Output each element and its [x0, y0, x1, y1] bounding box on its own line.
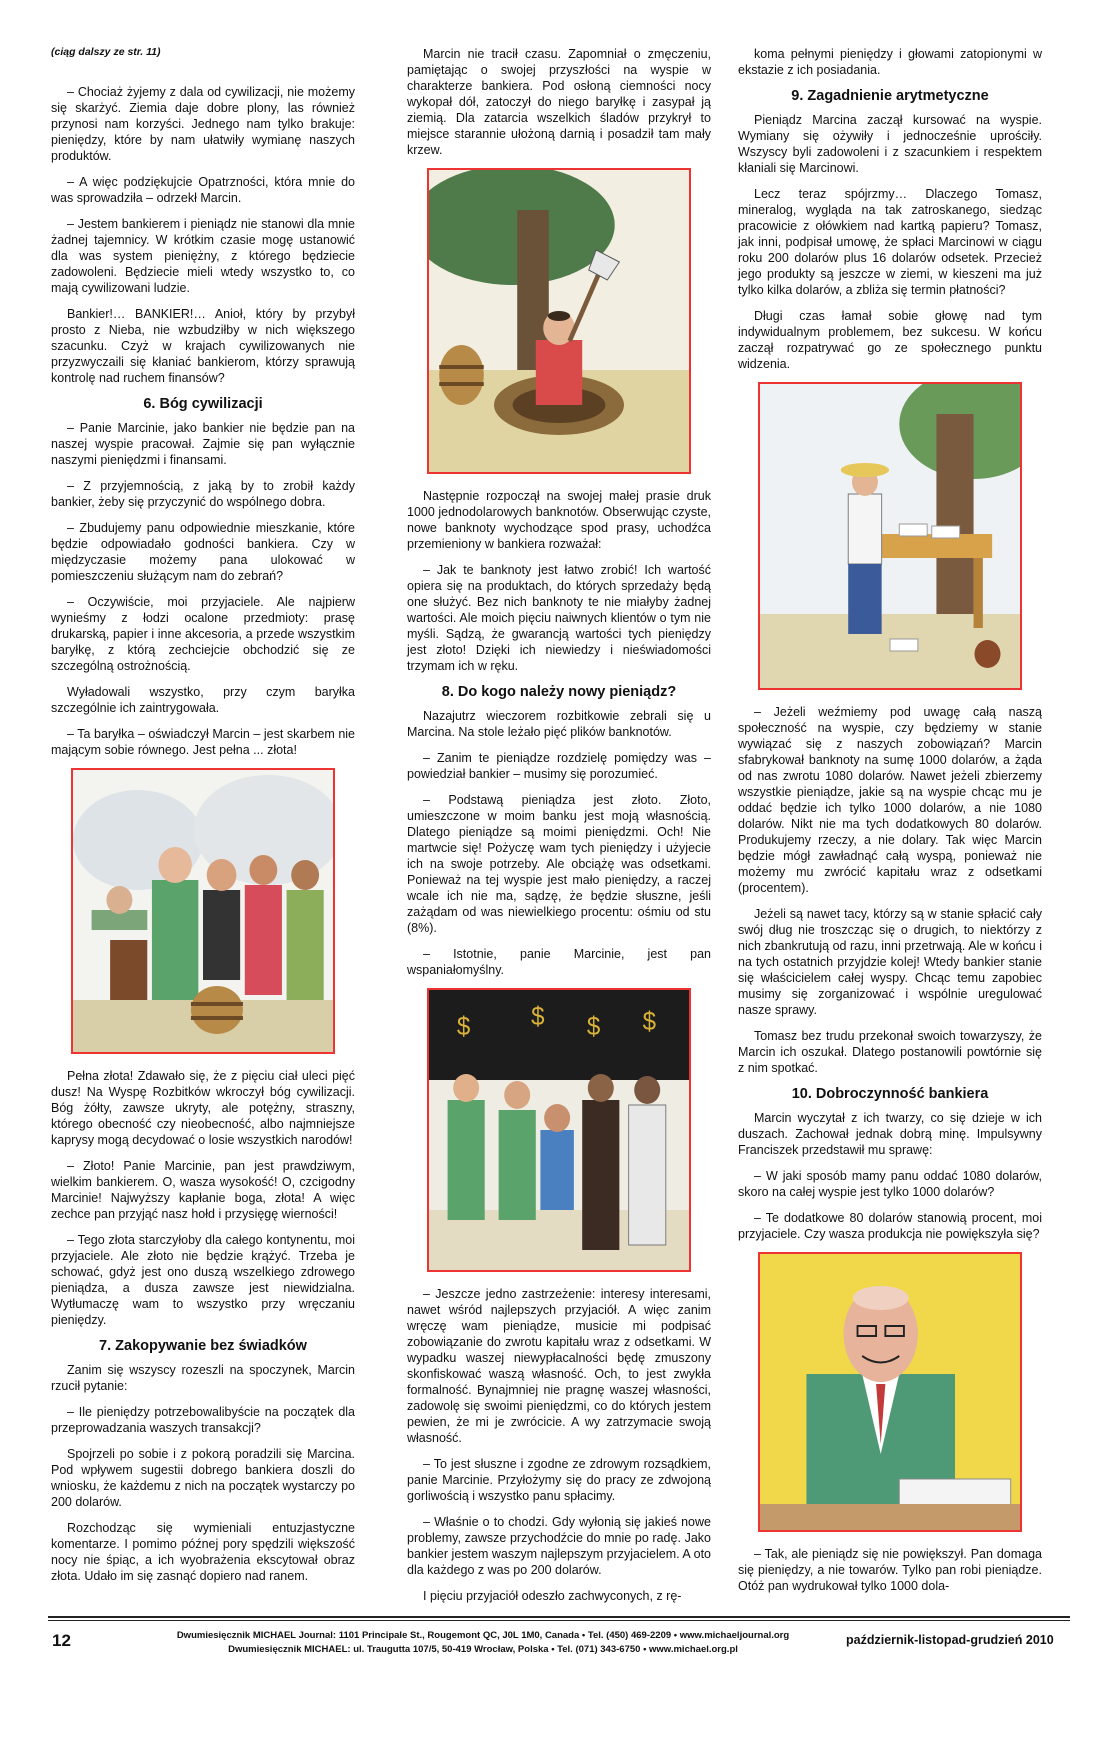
illustration-tomasz-calculating: [758, 382, 1022, 690]
paragraph: Pieniądz Marcina zaczął kursować na wyspie. Wymiany się ożywiły i jednocześnie uprościły. Wszyscy byli zadowoleni i z szacunkiem i respektem kłaniali się Marcinowi.: [738, 113, 1042, 175]
svg-text:$: $: [456, 1012, 471, 1042]
paragraph: Pełna złota! Zdawało się, że z pięciu ciał uleci pięć dusz! Na Wyspę Rozbitków wkroczył bóg cywilizacji. Bóg żółty, zawsze ukryty, ale potężny, straszny, którego obecność czy nieobecność, albo najmniejsze kaprysy mogą decydować o losie wszystkich narodów!: [51, 1069, 355, 1147]
paragraph: – Ile pieniędzy potrzebowalibyście na początek dla przeprowadzania waszych transakcji?: [51, 1405, 355, 1435]
svg-text:$: $: [642, 1007, 656, 1037]
paragraph: – A więc podziękujcie Opatrzności, która mnie do was sprowadziła – odrzekł Marcin.: [51, 175, 355, 205]
section-heading-8: 8. Do kogo należy nowy pieniądz?: [441, 684, 677, 700]
paragraph: – Tego złota starczyłoby dla całego kontynentu, moi przyjaciele. Ale złoto nie będzie krążyć. Trzeba je schować, gdyż jest ono duszą wszelkiego zdrowego pieniądza, a dusza zawsze jest niewidzialna. Wytłumaczę wam to wszystko przy wręczaniu pieniędzy.: [51, 1233, 355, 1327]
column-1: [51, 46, 355, 1594]
paragraph: – Złoto! Panie Marcinie, pan jest prawdziwym, wielkim bankierem. O, wasza wysokość! O, czcigodny Marcinie! Najwyższy kapłanie boga, złota! A więc zechce pan przyjąć nasz hołd i przysięgę wierności!: [51, 1159, 355, 1221]
paragraph: koma pełnymi pieniędzy i głowami zatopionymi w ekstazie z ich posiadania.: [738, 47, 1042, 77]
paragraph: Tomasz bez trudu przekonał swoich towarzyszy, że Marcin ich oszukał. Dlatego postanowili powtórnie się z nim spotkać.: [738, 1029, 1042, 1075]
paragraph: Marcin wyczytał z ich twarzy, co się dzieje w ich duszach. Zachował jednak dobrą minę. Impulsywny Franciszek przedstawił mu sprawę:: [738, 1111, 1042, 1157]
paragraph: – Zbudujemy panu odpowiednie mieszkanie, które będzie odpowiadało godności bankiera. Czy w międzyczasie możemy pana ulokować w pomieszczeniu służącym nam do zebrań?: [51, 521, 355, 583]
paragraph: Marcin nie tracił czasu. Zapomniał o zmęczeniu, pamiętając o swojej przyszłości na wyspie w charakterze bankiera. Pod osłoną ciemności nocy wykopał dół, zatoczył do niego baryłkę i zasypał ją ziemią. Dla zatarcia wszelkich śladów przykrył to miejsce starannie ułożoną darnią i posadził tam mały krzew.: [407, 47, 711, 157]
paragraph: Spojrzeli po sobie i z pokorą poradzili się Marcina. Pod wpływem sugestii dobrego bankiera doszli do wniosku, że każdemu z nich na początek wystarczy po 200 dolarów.: [51, 1447, 355, 1509]
paragraph: – Panie Marcinie, jako bankier nie będzie pan na naszej wyspie pracował. Zajmie się pan wyłącznie naszymi pieniędzmi i finansami.: [51, 421, 355, 467]
section-heading-10: 10. Dobroczynność bankiera: [791, 1086, 989, 1102]
paragraph: Jeżeli są nawet tacy, którzy są w stanie spłacić cały swój dług nie troszcząc się o drugich, to niektórzy z nich zbankrutują od razu, inni przetrwają. Ale w końcu i na tych ostatnich przyjdzie kolej! Wtedy bankier stanie się właścicielem całej wyspy. Chcąc temu zapobiec musimy się zorganizować i wspólnie uregulować nasze sprawy.: [738, 907, 1042, 1017]
paragraph: – Jeszcze jedno zastrzeżenie: interesy interesami, nawet wśród najlepszych przyjaciół. A więc zanim wręczę wam pieniądze, musicie mi podpisać zobowiązanie do zwrotu kapitału wraz z odsetkami. W wypadku waszej niewypłacalności będę zmuszony skonfiskować waszą własność. Och, to jest zwykła formalność. Bynajmniej nie pragnę waszej własności, zadowolę się swoimi pieniędzmi, co do których jestem pewien, że mi je zwrócicie. A wy zatrzymacie swoją własność.: [407, 1287, 711, 1445]
paragraph: – Tak, ale pieniądz się nie powiększył. Pan domaga się pieniędzy, a nie towarów. Tylko pan robi pieniądze. Otóż pan wydrukował tylko 1000 dola-: [738, 1547, 1042, 1593]
publisher-info-canada: Dwumiesięcznik MICHAEL Journal: 1101 Principale St., Rougemont QC, J0L 1M0, Canada • Tel. (450) 469-2209 • www.michaeljournal.org: [176, 1630, 790, 1641]
paragraph: Następnie rozpoczął na swojej małej prasie druk 1000 jednodolarowych banknotów. Obserwując czyste, nowe banknoty wychodzące spod prasy, uchodźca przemieniony w bankiera rozważał:: [407, 489, 711, 551]
illustration-dollar-dreams: [427, 988, 691, 1272]
illustration-banker-portrait: [758, 1252, 1022, 1532]
paragraph: Rozchodząc się wymieniali entuzjastyczne komentarze. I pomimo późnej pory spędzili większość nocy nie śpiąc, a ich wyobrażenia ekscytował obraz złota. Udało im się zasnąć dopiero nad ranem.: [51, 1521, 355, 1583]
paragraph: – Chociaż żyjemy z dala od cywilizacji, nie możemy się skarżyć. Ziemia daje dobre plony, las również przynosi nam korzyści. Jednego nam tylko brakuje: pieniędzy, które by nam ułatwiły wymianę naszych produktów.: [51, 85, 355, 163]
section-heading-9: 9. Zagadnienie arytmetyczne: [791, 88, 989, 104]
paragraph: – Podstawą pieniądza jest złoto. Złoto, umieszczone w moim banku jest moją własnością. Dlatego pieniądze są moimi pieniędzmi. Och! Nie martwcie się! Pożyczę wam tych pieniędzy i użyjecie ich na swoje potrzeby. Ale obciążę was odsetkami. Ponieważ na tej wyspie jest mało pieniędzy, a raczej wcale ich nie ma, sądzę, że będzie słuszne, jeśli zażądam od was niewielkiego procentu: ośmiu od stu (8%).: [407, 793, 711, 935]
paragraph: – Istotnie, panie Marcinie, jest pan wspaniałomyślny.: [407, 947, 711, 977]
paragraph: – Oczywiście, moi przyjaciele. Ale najpierw wynieśmy z łodzi ocalone przedmioty: prasę drukarską, papier i inne akcesoria, a przede wszystkim baryłkę, z którą zechciejcie obchodzić się ze szczególną ostrożnością.: [51, 595, 355, 673]
issue-date: październik-listopad-grudzień 2010: [846, 1633, 1054, 1647]
paragraph: – Zanim te pieniądze rozdzielę pomiędzy was – powiedział bankier – musimy się porozumieć.: [407, 751, 711, 781]
paragraph: – Jeżeli weźmiemy pod uwagę całą naszą społeczność na wyspie, czy będziemy w stanie wywiązać się z naszych zobowiązań? Marcin sfabrykował banknoty na sumę 1000 dolarów, a żąda od nas zwrotu 1080 dolarów. Nawet jeżeli zbierzemy wszystkie pieniądze, jakie są na wyspie chcąc mu je oddać będzie ich tylko 1000 dolarów, a nie 1080 dolarów. Nikt nie ma tych dodatkowych 80 dolarów. Produkujemy rzeczy, a nie dolary. Tak więc Marcin będzie mógł zawładnąć całą wyspą, ponieważ nie możemy mu zwrócić kapitału wraz z odsetkami (procentem).: [738, 705, 1042, 895]
paragraph: Lecz teraz spójrzmy… Dlaczego Tomasz, mineralog, wygląda na tak zatroskanego, siedząc pracowicie z ołówkiem nad kartką papieru? Tomasz, jak inni, podpisał umowę, że spłaci Marcinowi w ciągu roku 200 dolarów plus 16 dolarów odsetek. Przecież jego produkty są jeszcze w ziemi, w kieszeni ma już tylko kilka dolarów, a zbliża się termin płatności?: [738, 187, 1042, 297]
paragraph: – Z przyjemnością, z jaką by to zrobił każdy bankier, żeby się przyczynić do wspólnego dobra.: [51, 479, 355, 509]
paragraph: – Jak te banknoty jest łatwo zrobić! Ich wartość opiera się na produktach, do których sprzedaży będą one służyć. Bez nich banknoty te nie miałyby żadnej wartości. Ale moich pięciu naiwnych klientów o tym nie myśli. Sądzą, że gwarancją wartości tych pieniędzy jest złoto! Dzięki ich niewiedzy i nieświadomości trzymam ich w ręku.: [407, 563, 711, 673]
footer-divider: [48, 1616, 1070, 1618]
paragraph: Wyładowali wszystko, przy czym baryłka szczególnie ich zaintrygowała.: [51, 685, 355, 715]
svg-text:$: $: [586, 1012, 601, 1042]
illustration-gold-barrel: [71, 768, 335, 1054]
paragraph: – Te dodatkowe 80 dolarów stanowią procent, moi przyjaciele. Czy wasza produkcja nie powiększyła się?: [738, 1211, 1042, 1241]
paragraph: Długi czas łamał sobie głowę nad tym indywidualnym problemem, bez sukcesu. W końcu zaczął rozpatrywać go ze społecznego punktu widzenia.: [738, 309, 1042, 371]
paragraph: – W jaki sposób mamy panu oddać 1080 dolarów, skoro na całej wyspie jest tylko 1000 dolarów?: [738, 1169, 1042, 1199]
illustration-burying-barrel: [427, 168, 691, 474]
svg-text:$: $: [531, 1002, 545, 1032]
paragraph: – Jestem bankierem i pieniądz nie stanowi dla mnie żadnej tajemnicy. W krótkim czasie mogę ustanowić dla was system pieniężny, z którego będziecie zadowoleni. Będziecie mieli wtedy wszystko to, co mają cywilizowani ludzie.: [51, 217, 355, 295]
footer-divider: [48, 1620, 1070, 1621]
section-heading-7: 7. Zakopywanie bez świadków: [99, 1338, 307, 1354]
publisher-info: [128, 1629, 838, 1657]
section-heading-6: 6. Bóg cywilizacji: [143, 396, 263, 412]
column-3: [738, 46, 1042, 1604]
paragraph: Bankier!… BANKIER!… Anioł, który by przybył prosto z Nieba, nie wzbudziłby w nich większego szacunku. Czyż w krajach cywilizowanych nie przyzwyczaili się kłaniać bankierom, którzy sprawują kontrolę nad ruchem finansów?: [51, 307, 355, 385]
continuation-note: (ciąg dalszy ze str. 11): [51, 46, 161, 58]
publisher-info-poland: Dwumiesięcznik MICHAEL: ul. Traugutta 107/5, 50-419 Wrocław, Polska • Tel. (071) 343-6750 • www.michael.org.pl: [228, 1644, 738, 1655]
paragraph: – Właśnie o to chodzi. Gdy wyłonią się jakieś nowe problemy, zawsze przychodźcie do mnie po radę. Jako bankier jestem waszym najlepszym przyjacielem. A oto dla każdego z was po 200 dolarów.: [407, 1515, 711, 1577]
paragraph: – To jest słuszne i zgodne ze zdrowym rozsądkiem, panie Marcinie. Przyłożymy się do pracy ze zdwojoną gorliwością i wszystko panu spłacimy.: [407, 1457, 711, 1503]
page-number: 12: [52, 1631, 71, 1650]
column-2: [407, 46, 711, 1614]
paragraph: – Ta baryłka – oświadczył Marcin – jest skarbem nie mającym sobie równego. Jest pełna ... złota!: [51, 727, 355, 757]
paragraph: I pięciu przyjaciół odeszło zachwyconych, z rę-: [423, 1589, 682, 1603]
paragraph: Nazajutrz wieczorem rozbitkowie zebrali się u Marcina. Na stole leżało pięć plików banknotów.: [407, 709, 711, 739]
paragraph: Zanim się wszyscy rozeszli na spoczynek, Marcin rzucił pytanie:: [51, 1363, 355, 1393]
